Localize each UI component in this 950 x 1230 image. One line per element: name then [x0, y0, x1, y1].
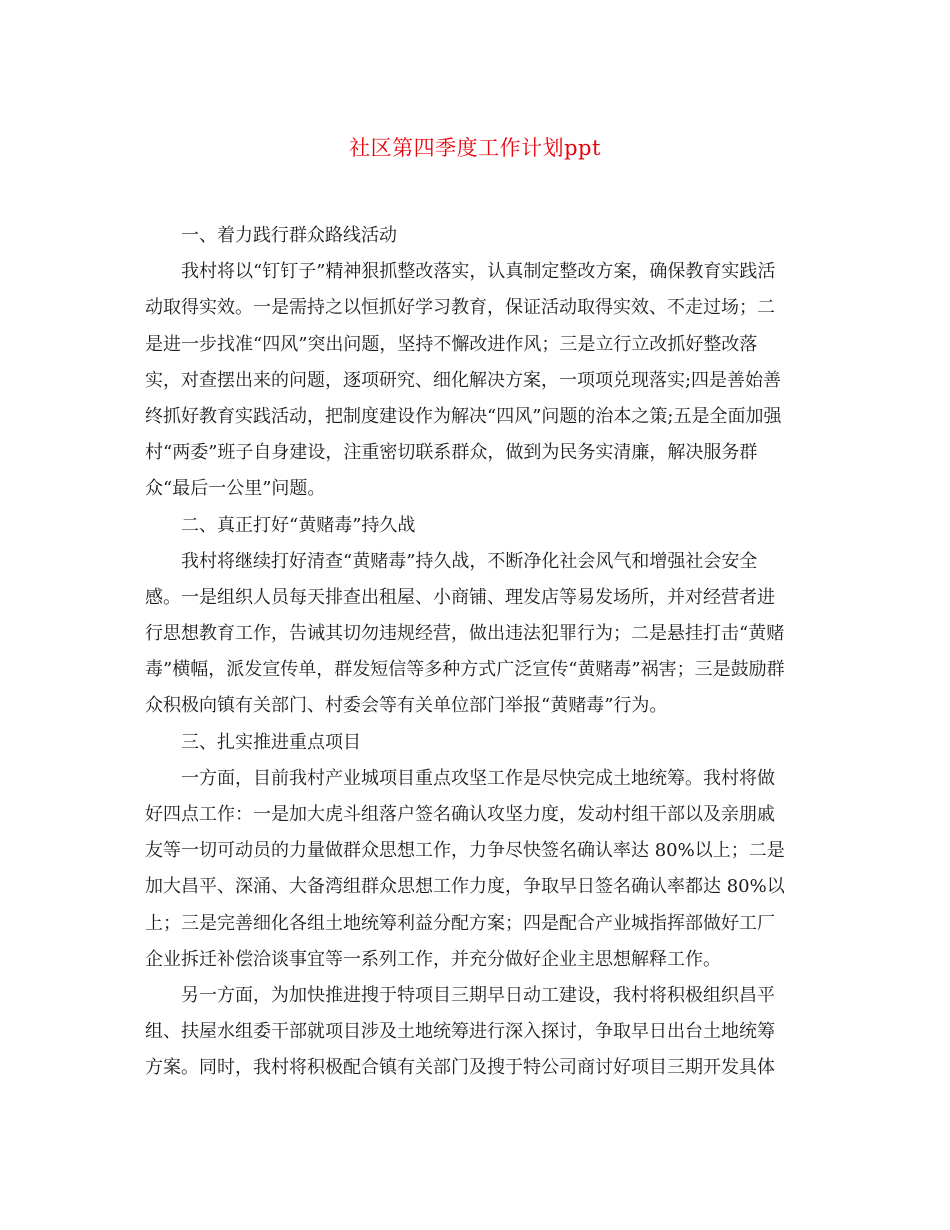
text-line: 我村将继续打好清查“黄赌毒”持久战，不断净化社会风气和增强社会安全	[181, 550, 758, 572]
text-line: 组、扶屋水组委干部就项目涉及土地统筹进行深入探讨，争取早日出台土地统筹	[145, 1021, 775, 1043]
text-line: 毒”横幅，派发宣传单，群发短信等多种方式广泛宣传“黄赌毒”祸害；三是鼓励群	[145, 659, 785, 681]
text-line: 我村将以“钉钉子”精神狠抓整改落实，认真制定整改方案，确保教育实践活	[181, 261, 776, 283]
text-line: 二、真正打好“黄赌毒”持久战	[181, 514, 416, 536]
document-body	[145, 218, 807, 1087]
text-line: 三、扎实推进重点项目	[181, 731, 361, 753]
text-line: 众“最后一公里”问题。	[145, 478, 326, 500]
text-line: 友等一切可动员的力量做群众思想工作，力争尽快签名确认率达 80%以上；二是	[145, 840, 785, 862]
text-line: 行思想教育工作，告诫其切勿违规经营，做出违法犯罪行为；二是悬挂打击“黄赌	[145, 623, 785, 645]
text-line: 好四点工作：一是加大虎斗组落户签名确认攻坚力度，发动村组干部以及亲朋戚	[145, 804, 775, 825]
text-line: 是进一步找准“四风”突出问题，坚持不懈改进作风；三是立行立改抓好整改落	[145, 333, 758, 355]
text-line: 终抓好教育实践活动，把制度建设作为解决“四风”问题的治本之策;五是全面加强	[145, 405, 782, 427]
text-line: 方案。同时，我村将积极配合镇有关部门及搜于特公司商讨好项目三期开发具体	[145, 1057, 775, 1079]
text-line: 感。一是组织人员每天排查出租屋、小商铺、理发店等易发场所，并对经营者进	[145, 586, 775, 608]
text-line: 村“两委”班子自身建设，注重密切联系群众，做到为民务实清廉，解决服务群	[145, 442, 758, 464]
text-line: 动取得实效。一是需持之以恒抓好学习教育，保证活动取得实效、不走过场；二	[145, 297, 775, 319]
text-line: 上；三是完善细化各组土地统筹利益分配方案；四是配合产业城指挥部做好工厂	[145, 912, 775, 934]
text-line: 加大昌平、深涌、大备湾组群众思想工作力度，争取早日签名确认率都达 80%以	[145, 876, 785, 898]
document-title: 社区第四季度工作计划ppt	[349, 136, 601, 160]
text-line: 实，对查摆出来的问题，逐项研究、细化解决方案，一项项兑现落实;四是善始善	[145, 369, 782, 391]
text-line: 一方面，目前我村产业城项目重点攻坚工作是尽快完成土地统筹。我村将做	[181, 767, 775, 789]
text-line: 一、着力践行群众路线活动	[181, 225, 397, 246]
text-line: 众积极向镇有关部门、村委会等有关单位部门举报“黄赌毒”行为。	[145, 695, 668, 717]
text-line: 另一方面，为加快推进搜于特项目三期早日动工建设，我村将积极组织昌平	[181, 984, 775, 1006]
text-line: 企业拆迁补偿洽谈事宜等一系列工作，并充分做好企业主思想解释工作。	[145, 948, 721, 970]
